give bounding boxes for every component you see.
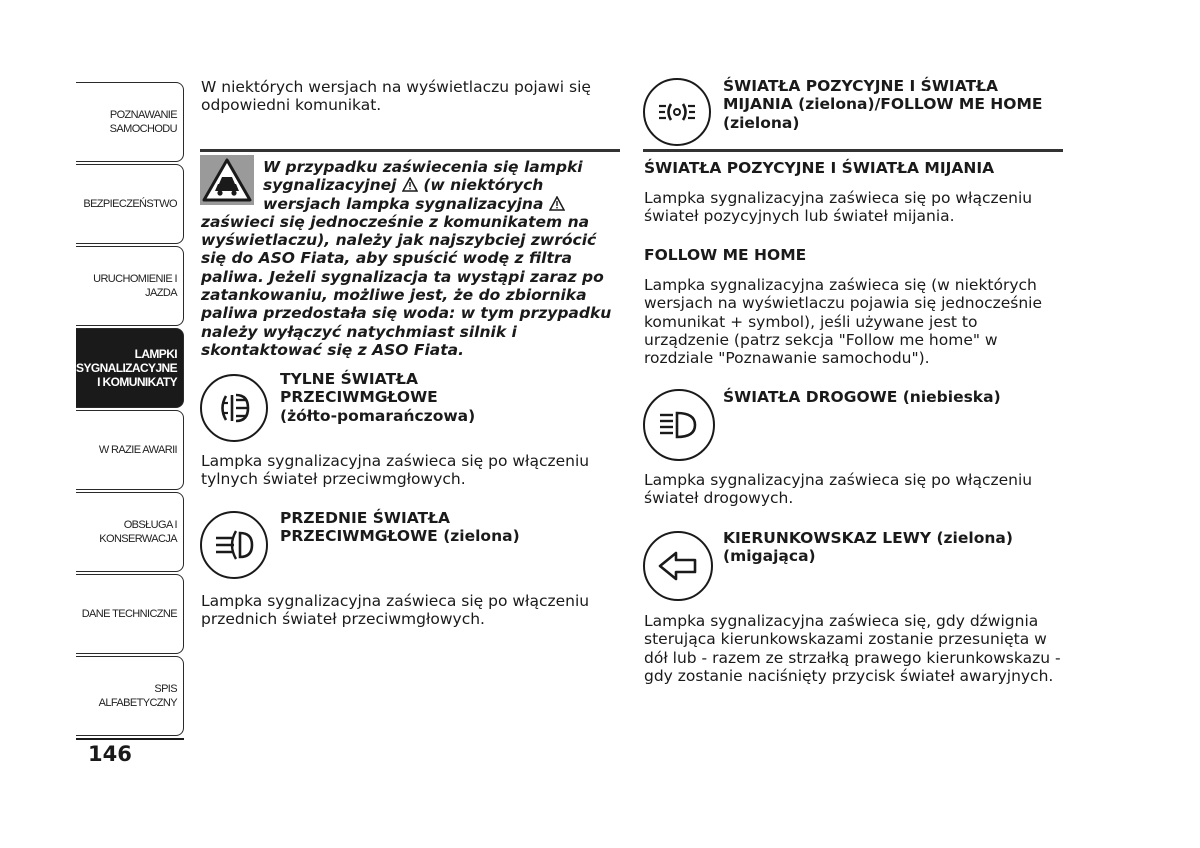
position-lights-color-b: (zielona) xyxy=(723,113,800,132)
turn-left-icon-circle xyxy=(643,531,713,601)
sub1-text: Lampka sygnalizacyjna zaświeca się po włączeniu świateł pozycyjnych lub świateł mijania. xyxy=(644,189,1033,226)
high-beam-icon xyxy=(645,391,713,459)
position-lights-title-b: /FOLLOW ME HOME xyxy=(874,95,1043,114)
front-fog-icon-circle xyxy=(200,511,268,579)
front-fog-heading xyxy=(280,509,610,546)
rear-fog-title: TYLNE ŚWIATŁA PRZECIWMGŁOWE xyxy=(280,370,438,407)
high-beam-icon-circle xyxy=(643,389,715,461)
rear-fog-color: (żółto-pomarańczowa) xyxy=(280,406,476,425)
sub2-text: Lampka sygnalizacyjna zaświeca się (w niektórych wersjach na wyświetlaczu pojawia się jednocześnie komunikat + symbol), jeśli używane jest to urządzenie (patrz sekcja "Follow me home" w rozdziale "Poznawanie samochodu"). xyxy=(644,276,1043,368)
tab-spis-alfabetyczny[interactable] xyxy=(76,656,184,736)
tab-label: DANE TECHNICZNE xyxy=(81,608,177,620)
tab-obsluga-konserwacja[interactable] xyxy=(76,492,184,572)
tab-label: URUCHOMIENIE I JAZDA xyxy=(93,273,177,299)
sub2-heading: FOLLOW ME HOME xyxy=(644,246,807,264)
tab-label: BEZPIECZEŃSTWO xyxy=(83,198,177,210)
tab-dane-techniczne[interactable] xyxy=(76,574,184,654)
front-fog-light-icon xyxy=(202,513,266,577)
page-number: 146 xyxy=(88,742,132,766)
rear-fog-text: Lampka sygnalizacyjna zaświeca się po włączeniu tylnych świateł przeciwmgłowych. xyxy=(201,452,590,489)
rear-fog-heading xyxy=(280,370,610,425)
tab-label: POZNAWANIE SAMOCHODU xyxy=(109,109,177,135)
tab-label: OBSŁUGA I KONSERWACJA xyxy=(99,519,177,545)
tab-label: LAMPKI SYGNALIZACYJNE I KOMUNIKATY xyxy=(76,347,177,389)
position-lights-icon-circle xyxy=(643,78,711,146)
high-beam-text: Lampka sygnalizacyjna zaświeca się po włączeniu świateł drogowych. xyxy=(644,471,1033,508)
rear-fog-light-icon xyxy=(202,376,266,440)
sidebar-baseline xyxy=(76,738,184,740)
tab-label: SPIS ALFABETYCZNY xyxy=(98,683,177,709)
position-lights-icon xyxy=(645,80,709,144)
tab-bezpieczenstwo[interactable] xyxy=(76,164,184,244)
intro-text: W niektórych wersjach na wyświetlaczu pojawi się odpowiedni komunikat. xyxy=(201,78,591,115)
front-fog-text: Lampka sygnalizacyjna zaświeca się po włączeniu przednich świateł przeciwmgłowych. xyxy=(201,592,590,629)
turn-left-arrow-icon xyxy=(645,533,711,599)
warning-text-3: zaświeci się jednocześnie z komunikatem na wyświetlaczu), należy jak najszybciej zwrócić się do ASO Fiata, aby spuścić wodę z filtra paliwa. Jeżeli sygnalizacja ta wystąpi zaraz po zatankowaniu, możliwe jest, że do zbiornika paliwa przedostała się woda: w tym przypadku należy wyłączyć natychmiast silnik i skontaktować się z ASO Fiata. xyxy=(201,212,612,359)
warning-text-2: (w niektórych wersjach lampka sygnalizacyjna xyxy=(263,176,544,213)
front-fog-color: (zielona) xyxy=(443,527,520,546)
high-beam-title: ŚWIATŁA DROGOWE xyxy=(723,388,898,406)
tab-label: W RAZIE AWARII xyxy=(98,444,177,456)
rear-fog-icon-circle xyxy=(200,374,268,442)
turn-left-text: Lampka sygnalizacyjna zaświeca się, gdy dźwignia sterująca kierunkowskazami zostanie przesunięta w dół lub - razem ze strzałką prawego kierunkowskazu - gdy zostanie naciśnięty przycisk świateł awaryjnych. xyxy=(644,612,1061,685)
position-lights-color-a: (zielona) xyxy=(798,95,875,114)
high-beam-color: (niebieska) xyxy=(902,388,1001,406)
position-lights-title-a: ŚWIATŁA POZYCYJNE I ŚWIATŁA MIJANIA xyxy=(723,77,999,114)
tab-lampki-sygnalizacyjne[interactable] xyxy=(76,328,184,408)
tab-w-razie-awarii[interactable] xyxy=(76,410,184,490)
turn-left-color: (zielona) (migająca) xyxy=(723,529,1013,566)
tab-poznawanie-samochodu[interactable] xyxy=(76,82,184,162)
section-rule xyxy=(643,149,1063,152)
warning-block xyxy=(201,158,621,359)
warning-text-1: W przypadku zaświecenia się lampki sygnalizacyjnej xyxy=(263,158,583,195)
warning-triangle-icon xyxy=(402,177,418,192)
high-beam-heading xyxy=(723,388,1063,406)
warning-rule xyxy=(200,149,620,152)
sub1-heading: ŚWIATŁA POZYCYJNE I ŚWIATŁA MIJANIA xyxy=(644,159,995,177)
front-fog-title: PRZEDNIE ŚWIATŁA PRZECIWMGŁOWE xyxy=(280,509,451,546)
turn-left-heading xyxy=(723,529,1063,566)
tab-uruchomienie-jazda[interactable] xyxy=(76,246,184,326)
turn-left-title: KIERUNKOWSKAZ LEWY xyxy=(723,529,932,547)
position-lights-heading xyxy=(723,77,1053,132)
warning-triangle-icon xyxy=(549,196,565,211)
